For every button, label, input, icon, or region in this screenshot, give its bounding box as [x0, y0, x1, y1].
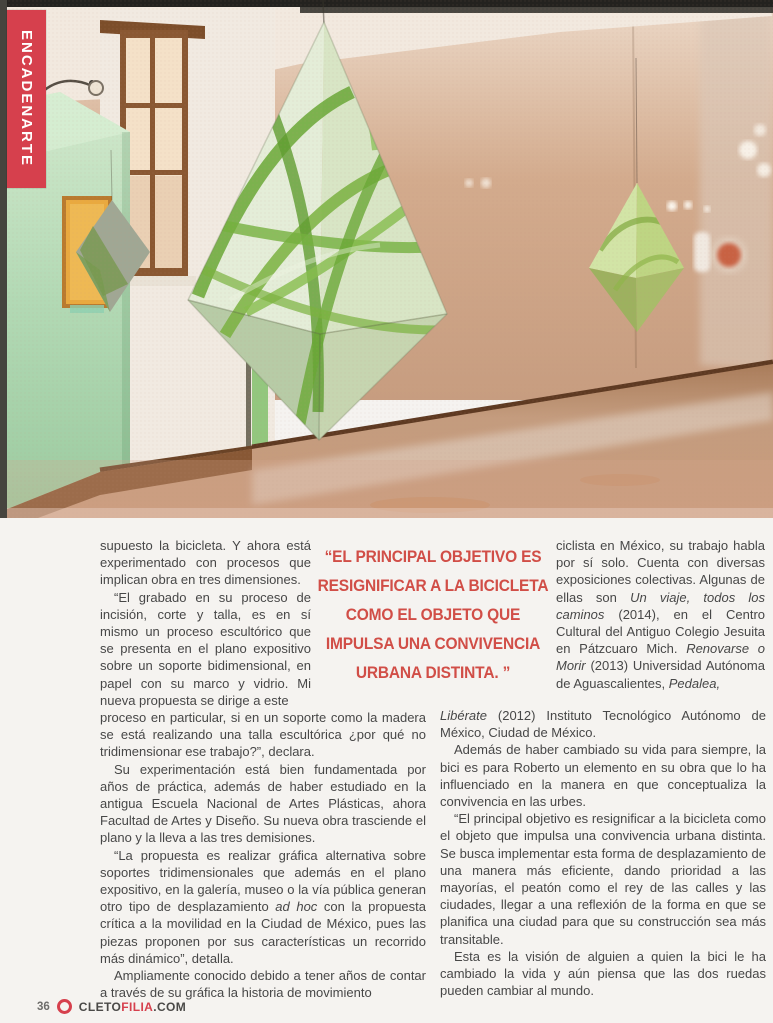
cletofilia-logo-icon — [57, 999, 72, 1014]
column-left — [100, 537, 426, 1001]
column-left-wide-text: proceso en particular, si en un soporte como la madera se está realizando una talla escultórica ¿por qué no tridimensionar ese trabajo?”, declara. Su experimentación está bien fundamentada por años de práctica, además de haber estudiado en la antigua Escuela Nacional de Artes Plásticas, ahora Facultad de Artes y Diseño. Su nueva obra trasciende el plano y la lleva a las tres demisiones. “La propuesta es realizar gráfica alternativa sobre soportes tridimensionales que además en el plano expositivo, en la galería, museo o la vía pública generan otro tipo de desplazamiento ad hoc con la propuesta crítica a la movilidad en la Ciudad de México, pues las piezas proponen por sus características un recorrido más dinámico”, detalla. Ampliamente conocido debido a tener años de contar a través de su gráfica la historia de movimiento — [100, 710, 427, 1001]
site-name-prefix: CLETO — [78, 999, 122, 1014]
page-footer — [37, 999, 186, 1014]
scan-edge — [0, 0, 7, 518]
column-right-wide-text: Libérate (2012) Instituto Tecnológico Autónomo de México, Ciudad de México. Además de haber cambiado su vida para siempre, la bici es para Roberto un elemento en su obra que lo ha influenciado en la manera en que conceptualiza la convivencia en las urbes. “El principal objetivo es resignificar a la bicicleta como el objeto que impulsa una convivencia urbana distinta. Se busca implementar esta forma de desplazamiento de una manera más eficiente, dando prioridad a las mayorías, el peatón como el rey de las calles y las ciudades, llegar a una reflexión de la forma en que se planifica una ciudad para que su construcción sea más transitable. Esta es la visión de alguien a quien la bici le ha cambiado la vida y aún piensa que las dos ruedas pueden cambiar al mundo. — [440, 708, 766, 999]
site-name-accent: FILIA — [121, 999, 154, 1014]
site-name-suffix: .COM — [153, 999, 187, 1014]
column-right-narrow-text: ciclista en México, su trabajo habla por sí solo. Cuenta con diversas exposiciones colectivas. Algunas de ellas son Un viaje, todos los caminos (2014), en el Centro Cultural del Antiguo Colegio Jesuita en Pátzcuaro Mich. Renovarse o Morir (2013) Universidad Autónoma de Aguascalientes, Pedalea, — [556, 538, 765, 691]
section-tab-label: ENCADENARTE — [18, 30, 35, 168]
page-number: 36 — [37, 1000, 50, 1013]
column-left-narrow-text: supuesto la bicicleta. Y ahora está experimentado con procesos que implican obra en tres dimensiones. “El grabado en su proceso de incisión, corte y talla, es en sí mismo un proceso escultórico que se presenta en el plano expositivo sobre un soporte bidimensional, en papel con su marco y vidrio. Mi nueva propuesta se dirige a este — [100, 538, 311, 708]
section-tab — [7, 10, 46, 188]
pull-quote: “EL PRINCIPAL OBJETIVO ES RESIGNIFICAR A LA BICICLETA COMO EL OBJETO QUE IMPULSA UNA CONVIVENCIA URBANA DISTINTA. ” — [317, 548, 549, 682]
site-name — [79, 1000, 186, 1014]
column-right — [440, 537, 766, 999]
